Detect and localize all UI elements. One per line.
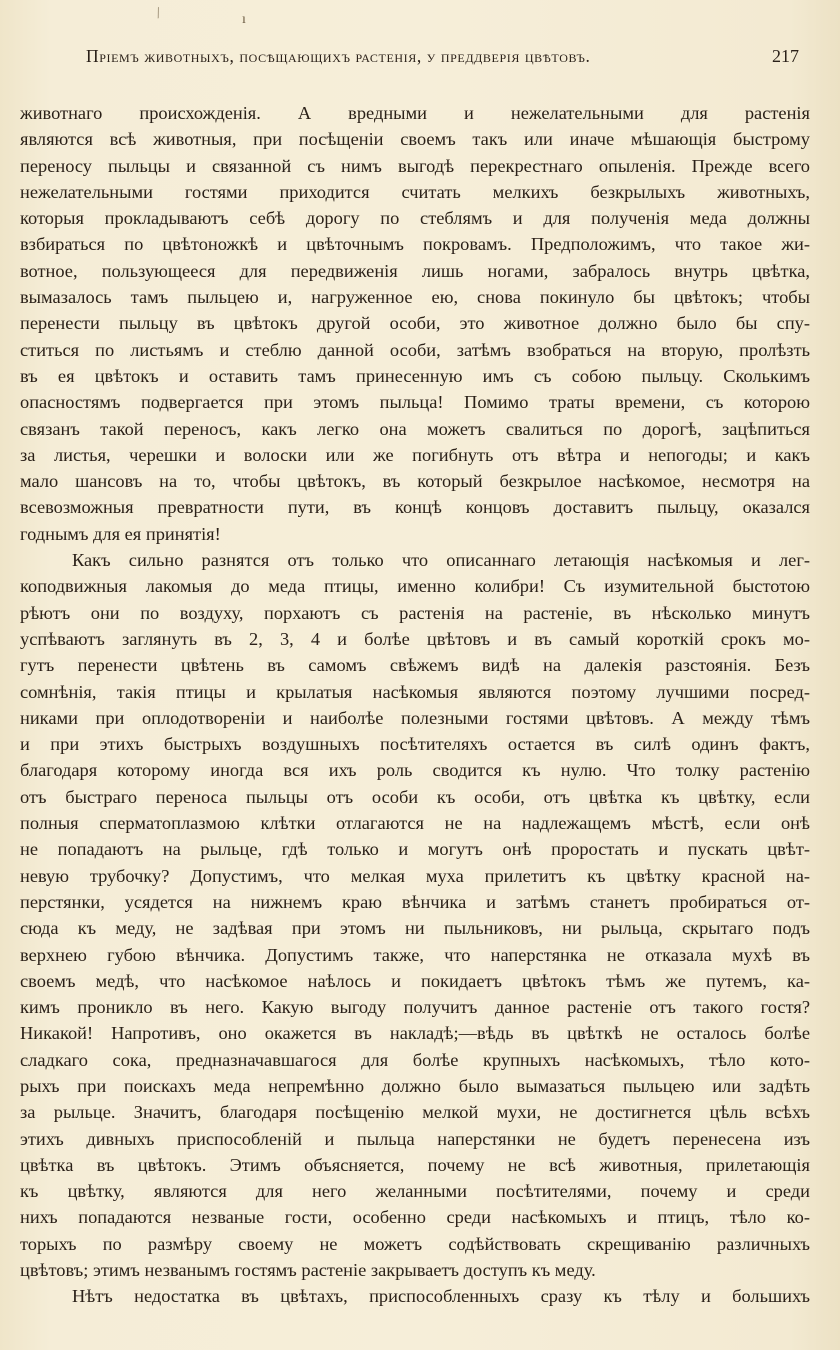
text-line: въ ея цвѣтокъ и оставить тамъ принесенную имъ съ собою пыльцу. Сколькимъ bbox=[20, 365, 810, 386]
text-line: сомнѣнія, такія птицы и крылатыя насѣкомыя являются поэтому лучшими посред- bbox=[20, 681, 810, 702]
text-line: вотное, пользующееся для передвиженія лишь ногами, забралось внутрь цвѣтка, bbox=[20, 260, 810, 281]
text-line: за рыльце. Значитъ, благодаря посѣщенію мелкой мухи, не достигнется цѣль всѣхъ bbox=[20, 1102, 810, 1123]
text-line: коподвижныя лакомыя до меда птицы, именно колибри! Съ изумительной быстотою bbox=[20, 576, 810, 597]
text-line: Какъ сильно разнятся отъ только что описаннаго летающія насѣкомыя и лег- bbox=[72, 550, 810, 571]
text-line: гутъ перенести цвѣтень въ самомъ свѣжемъ видѣ на далекія разстоянія. Безъ bbox=[20, 655, 810, 676]
text-line: всевозможныя превратности пути, въ концѣ концовъ доставитъ пыльцу, оказался bbox=[20, 497, 810, 518]
text-line: своемъ медѣ, что насѣкомое наѣлось и покидаетъ цвѣтокъ тѣмъ же путемъ, ка- bbox=[20, 970, 810, 991]
text-line: не попадаютъ на рыльце, гдѣ только и могутъ онѣ проростать и пускать цвѣт- bbox=[20, 839, 810, 860]
running-title: Пріемъ животныхъ, посѣщающихъ растенія, у преддверія цвѣтовъ. bbox=[86, 46, 591, 66]
text-line: за листья, черешки и волоски или же погибнуть отъ вѣтра и непогоды; и какъ bbox=[20, 444, 810, 465]
text-line: ститься по листьямъ и стеблю данной особи, затѣмъ взобраться на вторую, пролѣзть bbox=[20, 339, 810, 360]
text-line: животнаго происхожденія. А вредными и нежелательными для растенія bbox=[20, 103, 810, 123]
text-line: благодаря которому иногда вся ихъ роль сводится къ нулю. Что толку растенію bbox=[20, 760, 810, 781]
text-line: перстянки, усядется на нижнемъ краю вѣнчика и затѣмъ станетъ пробираться от- bbox=[20, 891, 810, 912]
text-line: къ цвѣтку, являются для него желанными посѣтителями, почему и среди bbox=[20, 1181, 810, 1202]
text-line: рѣютъ они по воздуху, порхаютъ съ растенія на растеніе, въ нѣсколько минутъ bbox=[20, 602, 810, 623]
text-line: этихъ дивныхъ приспособленій и пыльца наперстянки не будетъ перенесена изъ bbox=[20, 1128, 810, 1149]
page-number: 217 bbox=[772, 46, 799, 66]
text-line: переносу пыльцы и связанной съ нимъ выгодѣ перекрестнаго опыленія. Прежде всего bbox=[20, 155, 810, 176]
text-line: взбираться по цвѣтоножкѣ и цвѣточнымъ покровамъ. Предположимъ, что такое жи- bbox=[20, 234, 810, 255]
body-text bbox=[20, 100, 810, 1310]
text-line: кимъ проникло въ него. Какую выгоду получитъ данное растеніе отъ такого гостя? bbox=[20, 997, 810, 1018]
text-line: рыхъ при поискахъ меда непремѣнно должно было вымазаться пыльцею или задѣть bbox=[20, 1075, 810, 1096]
text-line: торыхъ по размѣру своему не можетъ содѣйствовать скрещиванію различныхъ bbox=[20, 1233, 810, 1254]
text-line: связанъ такой переносъ, какъ легко она можетъ свалиться по дорогѣ, зацѣпиться bbox=[20, 418, 810, 439]
text-line: сладкаго сока, предназначавшагося для болѣе крупныхъ насѣкомыхъ, тѣло кото- bbox=[20, 1049, 810, 1070]
ink-speck: ı bbox=[242, 12, 246, 27]
text-line: перенести пыльцу въ цвѣтокъ другой особи, это животное должно было бы спу- bbox=[20, 313, 810, 334]
text-line: Нѣтъ недостатка въ цвѣтахъ, приспособленныхъ сразу къ тѣлу и большихъ bbox=[72, 1286, 810, 1307]
text-line: нежелательными гостями приходится считать мелкихъ безкрылыхъ животныхъ, bbox=[20, 181, 810, 202]
text-line: которыя прокладываютъ себѣ дорогу по стеблямъ и для полученія меда должны bbox=[20, 208, 810, 229]
text-line: успѣваютъ заглянуть въ 2, 3, 4 и болѣе цвѣтовъ и въ самый короткій срокъ мо- bbox=[20, 628, 810, 649]
text-line: никами при оплодотвореніи и наиболѣе полезными гостями цвѣтовъ. А между тѣмъ bbox=[20, 707, 810, 728]
text-line: цвѣтовъ; этимъ незванымъ гостямъ растеніе закрываетъ доступъ къ меду. bbox=[20, 1260, 596, 1281]
text-line: Никакой! Напротивъ, оно окажется въ накладѣ;—вѣдь въ цвѣткѣ не осталось болѣе bbox=[20, 1023, 810, 1044]
text-line: опасностямъ подвергается при этомъ пыльца! Помимо траты времени, съ которою bbox=[20, 392, 810, 413]
text-line: и при этихъ быстрыхъ воздушныхъ посѣтителяхъ остается въ силѣ одинъ фактъ, bbox=[20, 734, 810, 755]
text-line: верхнею губою вѣнчика. Допустимъ также, что наперстянка не отказала мухѣ въ bbox=[20, 944, 810, 965]
text-line: цвѣтка въ цвѣтокъ. Этимъ объясняется, почему не всѣ животныя, прилетающія bbox=[20, 1154, 810, 1175]
text-line: мало шансовъ на то, чтобы цвѣтокъ, въ который безкрылое насѣкомое, несмотря на bbox=[20, 471, 810, 492]
text-line: невую трубочку? Допустимъ, что мелкая муха прилетитъ къ цвѣтку красной на- bbox=[20, 865, 810, 886]
text-line: нихъ попадаются незваные гости, особенно среди насѣкомыхъ и птицъ, тѣло ко- bbox=[20, 1207, 810, 1228]
text-line: отъ быстраго переноса пыльцы отъ особи къ особи, отъ цвѣтка къ цвѣтку, если bbox=[20, 786, 810, 807]
text-line: полныя спермaтоплазмою клѣтки отлагаются не на надлежащемъ мѣстѣ, если онѣ bbox=[20, 813, 810, 834]
text-line: сюда къ меду, не задѣвая при этомъ ни пыльниковъ, ни рыльца, скрытаго подъ bbox=[20, 918, 810, 939]
text-line: вымазалось тамъ пыльцею и, нагруженное ею, снова покинуло бы цвѣтокъ; чтобы bbox=[20, 287, 810, 308]
text-line: годнымъ для ея принятія! bbox=[20, 523, 221, 544]
text-line: являются всѣ животныя, при посѣщеніи своемъ такъ или иначе мѣшающія быстрому bbox=[20, 129, 810, 150]
pencil-mark: ∕ bbox=[153, 6, 165, 21]
page-header bbox=[0, 46, 840, 76]
